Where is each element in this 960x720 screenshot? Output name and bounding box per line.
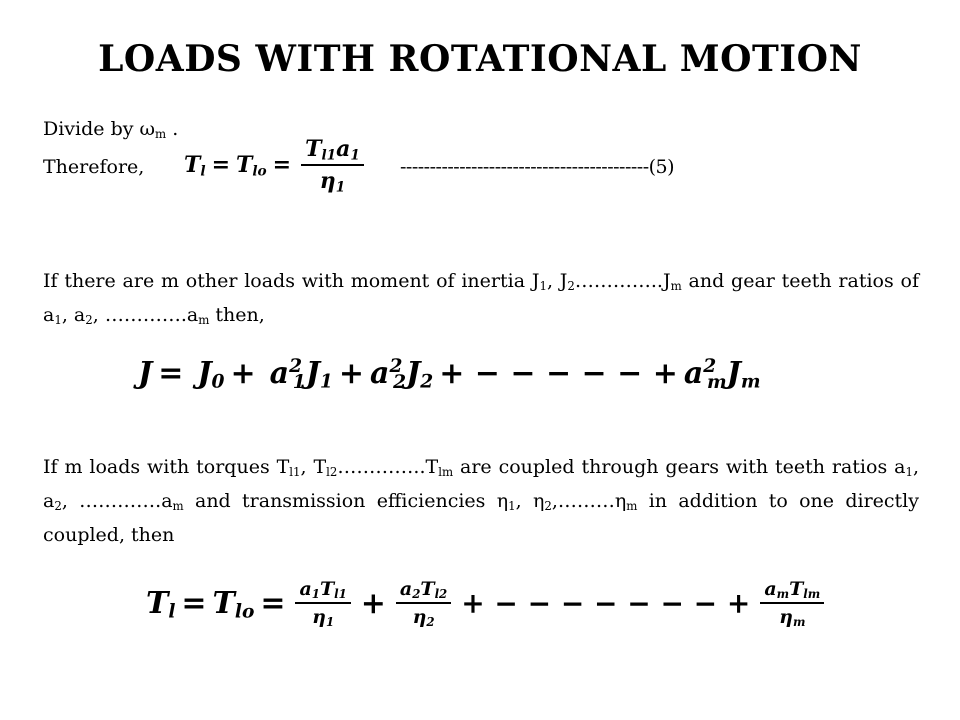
eq5-equals: = <box>211 152 230 178</box>
eqJ-plus-1: + <box>230 356 256 391</box>
therefore-label: Therefore, <box>43 156 145 178</box>
eqT-equals-2: = <box>260 585 286 621</box>
eqJ-dashes: + − − − − − + <box>439 356 678 391</box>
divide-line <box>43 112 178 146</box>
equation-5 <box>184 136 368 194</box>
eqJ-plus-2: + <box>338 356 364 391</box>
eqT-equals: = <box>181 585 207 621</box>
eqT-fraction-1: $\frac{a_1T_{l1}}{\eta_1}$ <box>295 578 350 628</box>
torque-paragraph: If m loads with torques $T_{l1}$, $T_{l2}\dots\dots\dots\dots..T_{lm}$ are coupled through gears with teeth ratios $a_1$, $a_2$, $\dots\dots\dots\dots.a_m$ and transmission efficiencies $\eta_1$, $\eta_2,\dots\dots\dots\eta_m$ in addition to one directly coupled, then <box>43 456 919 546</box>
inertia-paragraph: If there are m other loads with moment of inertia $J_1$, $J_2\dots\dots\dots\dots..J_m$ and gear teeth ratios of $a_1$, $a_2$, $\dots\dots\dots\dots.a_m$ then, <box>43 270 919 327</box>
eqJ-j0: $J_0$ <box>197 356 225 393</box>
divide-text: Divide by ω <box>43 118 155 140</box>
eqJ-equals: = <box>158 356 184 391</box>
eqJ-amjm: $a^2_mJ_m$ <box>683 355 761 393</box>
eqT-dashes: + − − − − − − − + <box>461 586 751 620</box>
eq5-tlo: $T_{lo}$ <box>236 152 267 180</box>
eqT-tlo: $T_{lo}$ <box>212 585 255 623</box>
eqT-plus-1: + <box>360 585 386 621</box>
eq5-fraction <box>301 136 364 194</box>
eqT-fraction-2: $\frac{a_2T_{l2}}{\eta_2}$ <box>396 578 451 628</box>
eq5-numerator: $T_{l1}a_1$ <box>301 136 364 166</box>
inertia-equation <box>138 356 761 391</box>
eqT-lhs: $T_l$ <box>146 585 176 623</box>
eqT-fraction-m: $\frac{a_mT_{lm}}{\eta_m}$ <box>760 578 824 628</box>
divide-end: . <box>166 118 179 140</box>
eq5-denominator: $\eta_1$ <box>319 168 346 196</box>
eqJ-a1j1: $a^2_1J_1$ <box>269 355 333 393</box>
eqJ-a2j2: $a^2_2J_2$ <box>370 355 434 393</box>
slide-title: LOADS WITH ROTATIONAL MOTION <box>98 38 862 80</box>
eqJ-lhs: J <box>138 356 153 391</box>
eq5-equals-2: = <box>272 152 292 178</box>
divide-sub: m <box>155 126 167 141</box>
torque-equation <box>146 578 828 628</box>
eq5-number: ------------------------------------------(5) <box>400 156 675 178</box>
eq5-lhs: $T_l$ <box>184 152 206 180</box>
